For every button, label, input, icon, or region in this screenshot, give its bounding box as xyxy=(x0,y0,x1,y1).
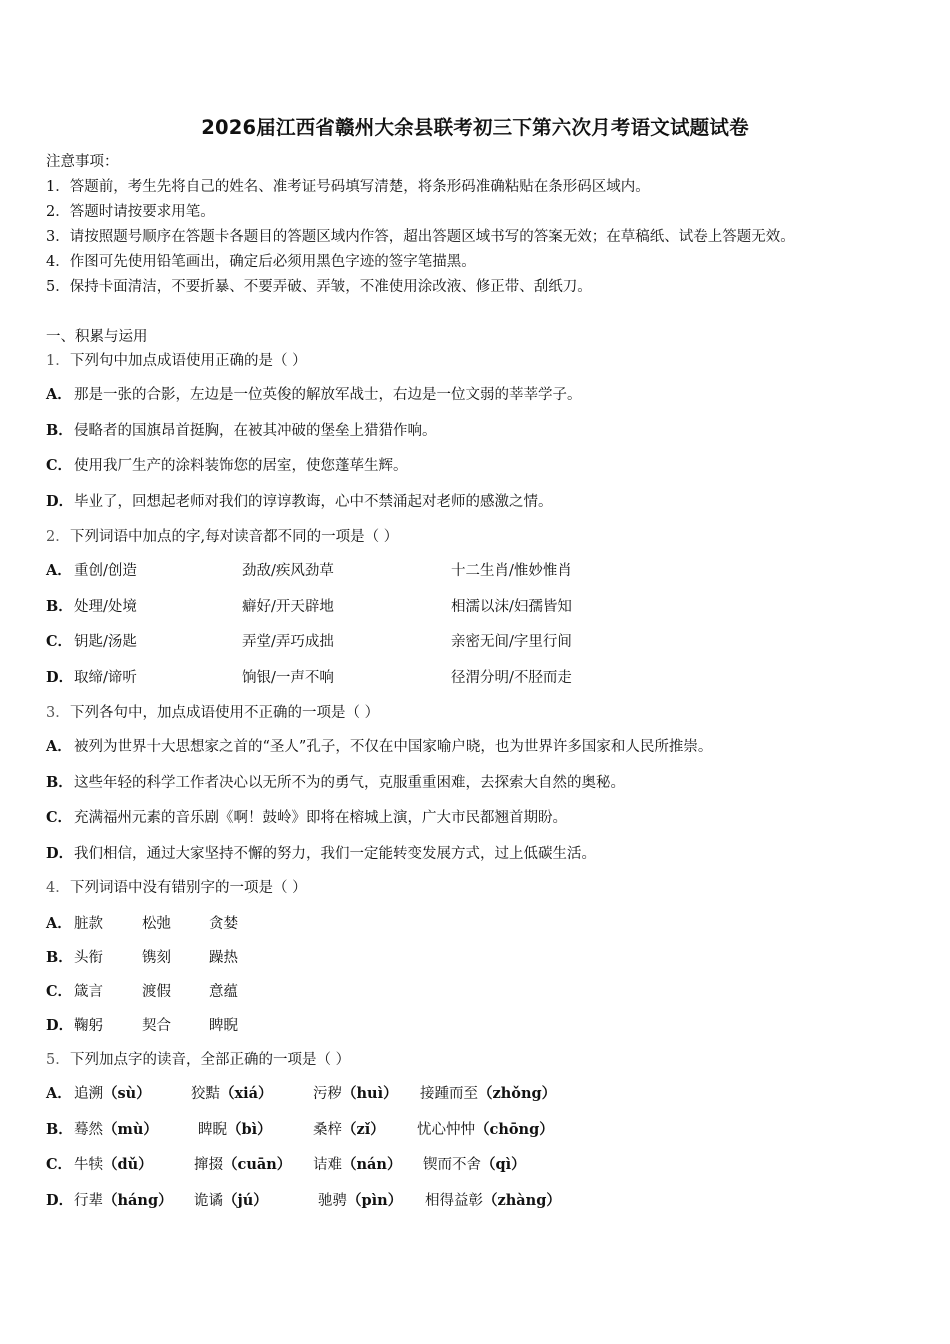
option-letter: B． xyxy=(46,1121,73,1138)
option xyxy=(46,561,137,581)
option-letter: D． xyxy=(46,1017,74,1034)
option-letter: A． xyxy=(46,386,72,403)
notice-item: 3．请按照题号顺序在答题卡各题目的答题区域内作答，超出答题区域书写的答案无效；在草稿纸、试卷上答题无效。 xyxy=(46,229,795,245)
option-col3: 相濡以沫/妇孺皆知 xyxy=(451,599,572,615)
option-letter: A． xyxy=(46,1085,72,1102)
option xyxy=(46,914,103,934)
option xyxy=(46,632,137,652)
option xyxy=(46,948,103,968)
option-pinyin: （huì） xyxy=(342,1085,398,1102)
option-pinyin: （bì） xyxy=(227,1121,272,1138)
option-letter: A． xyxy=(46,562,72,579)
option-word: 锲而不舍 xyxy=(423,1157,481,1173)
option-col1: 取缔/谛听 xyxy=(74,670,137,686)
option-word: 渡假 xyxy=(142,984,171,1000)
option-text: 使用我厂生产的涂料装饰您的居室，使您蓬荜生辉。 xyxy=(74,458,408,474)
option-item xyxy=(313,1084,398,1104)
option-word: 狡黠 xyxy=(191,1086,220,1102)
option-word: 睥睨 xyxy=(209,1018,238,1034)
option-text: 这些年轻的科学工作者决心以无所不为的勇气，克服重重困难，去探索大自然的奥秘。 xyxy=(74,775,625,791)
notice-item: 2．答题时请按要求用笔。 xyxy=(46,204,215,220)
option-col3: 径渭分明/不胫而走 xyxy=(451,670,572,686)
option-word: 鞠躬 xyxy=(74,1018,103,1034)
option-pinyin: （xiá） xyxy=(220,1085,273,1102)
option-item xyxy=(318,1191,402,1211)
option-word: 驰骋 xyxy=(318,1193,347,1209)
option xyxy=(46,844,596,864)
notice-item: 5．保持卡面清洁，不要折暴、不要弄破、弄皱，不准使用涂改液、修正带、刮纸刀。 xyxy=(46,279,592,295)
option-word: 相得益彰 xyxy=(425,1193,483,1209)
question-text: 下列句中加点成语使用正确的是（ ） xyxy=(70,353,307,369)
option xyxy=(46,1155,153,1175)
option-pinyin: （mù） xyxy=(103,1121,158,1138)
option-letter: D． xyxy=(46,493,74,510)
option-word: 撺掇 xyxy=(194,1157,223,1173)
option-text: 侵略者的国旗昂首挺胸，在被其冲破的堡垒上猎猎作响。 xyxy=(74,423,437,439)
option-col3: 亲密无间/字里行间 xyxy=(451,634,572,650)
option-word: 蓦然 xyxy=(74,1122,103,1138)
option-letter: C． xyxy=(46,1156,73,1173)
option-word: 忧心忡忡 xyxy=(417,1122,475,1138)
option-pinyin: （zhàng） xyxy=(483,1192,561,1209)
question-stem xyxy=(46,878,307,898)
option xyxy=(46,1120,158,1140)
option-pinyin: （zǐ） xyxy=(342,1121,385,1138)
option-letter: D． xyxy=(46,845,74,862)
option xyxy=(46,1084,151,1104)
option xyxy=(46,1191,173,1211)
option-pinyin: （pìn） xyxy=(347,1192,403,1209)
option-word: 脏款 xyxy=(74,916,103,932)
option-word: 桑梓 xyxy=(313,1122,342,1138)
option-letter: D． xyxy=(46,669,74,686)
option-item xyxy=(194,1155,291,1175)
option-word: 行辈 xyxy=(74,1193,103,1209)
option-pinyin: （sù） xyxy=(103,1085,151,1102)
notice-item: 1．答题前，考生先将自己的姓名、准考证号码填写清楚，将条形码准确粘贴在条形码区域内。 xyxy=(46,179,650,195)
option-letter: A． xyxy=(46,915,72,932)
option-letter: B． xyxy=(46,598,73,615)
option-pinyin: （qì） xyxy=(481,1156,526,1173)
option-word: 诡谲 xyxy=(194,1193,223,1209)
option-pinyin: （dǔ） xyxy=(103,1156,153,1173)
option-word: 牛犊 xyxy=(74,1157,103,1173)
option-letter: C． xyxy=(46,457,73,474)
option-text: 我们相信，通过大家坚持不懈的努力，我们一定能转变发展方式，过上低碳生活。 xyxy=(74,846,596,862)
option-pinyin: （nán） xyxy=(342,1156,402,1173)
question-number: 5． xyxy=(46,1052,70,1068)
notice-heading: 注意事项： xyxy=(46,154,119,170)
option-col3: 十二生肖/惟妙惟肖 xyxy=(451,563,572,579)
question-text: 下列词语中加点的字,每对读音都不同的一项是（ ） xyxy=(70,529,399,545)
option-pinyin: （chōng） xyxy=(475,1121,554,1138)
question-number: 3． xyxy=(46,705,70,721)
question-text: 下列加点字的读音，全部正确的一项是（ ） xyxy=(70,1052,351,1068)
option-letter: B． xyxy=(46,422,73,439)
notice-item: 4．作图可先使用铅笔画出，确定后必须用黑色字迹的签字笔描黑。 xyxy=(46,254,476,270)
option-col2: 劲敌/疾风劲草 xyxy=(242,563,334,579)
option-word: 契合 xyxy=(142,1018,171,1034)
option xyxy=(46,492,553,512)
option-letter: B． xyxy=(46,949,73,966)
option-col2: 弄堂/弄巧成拙 xyxy=(242,634,334,650)
option-item xyxy=(425,1191,561,1211)
option-word: 睥睨 xyxy=(198,1122,227,1138)
option-word: 污秽 xyxy=(313,1086,342,1102)
option-word: 意蕴 xyxy=(209,984,238,1000)
option-letter: B． xyxy=(46,774,73,791)
option xyxy=(46,421,437,441)
option xyxy=(46,808,567,828)
option-pinyin: （jú） xyxy=(223,1192,268,1209)
question-text: 下列各句中，加点成语使用不正确的一项是（ ） xyxy=(70,705,380,721)
option-item xyxy=(420,1084,556,1104)
option-pinyin: （háng） xyxy=(103,1192,173,1209)
option-item xyxy=(194,1191,268,1211)
option-item xyxy=(313,1120,385,1140)
option xyxy=(46,982,103,1002)
option-pinyin: （zhǒng） xyxy=(478,1085,557,1102)
question-stem xyxy=(46,351,307,371)
option-word: 箴言 xyxy=(74,984,103,1000)
option-text: 被列为世界十大思想家之首的“圣人”孔子，不仅在中国家喻户晓，也为世界许多国家和人民所推崇。 xyxy=(74,739,713,755)
option xyxy=(46,668,137,688)
option-word: 诘难 xyxy=(313,1157,342,1173)
option-word: 接踵而至 xyxy=(420,1086,478,1102)
option-text: 充满福州元素的音乐剧《啊！鼓岭》即将在榕城上演，广大市民都翘首期盼。 xyxy=(74,810,567,826)
option-col1: 处理/处境 xyxy=(74,599,137,615)
question-stem xyxy=(46,527,398,547)
question-stem xyxy=(46,703,379,723)
question-number: 4． xyxy=(46,880,70,896)
question-stem xyxy=(46,1050,350,1070)
option-word: 头衔 xyxy=(74,950,103,966)
option-letter: D． xyxy=(46,1192,74,1209)
option-item xyxy=(417,1120,554,1140)
option-letter: C． xyxy=(46,983,73,1000)
option-col1: 重创/创造 xyxy=(74,563,137,579)
option-letter: A． xyxy=(46,738,72,755)
option-item xyxy=(198,1120,272,1140)
option-pinyin: （cuān） xyxy=(223,1156,292,1173)
option xyxy=(46,1016,103,1036)
option-word: 贪婪 xyxy=(209,916,238,932)
option xyxy=(46,597,137,617)
option-text: 毕业了，回想起老师对我们的谆谆教诲，心中不禁涌起对老师的感激之情。 xyxy=(74,494,553,510)
option-word: 躁热 xyxy=(209,950,238,966)
option-text: 那是一张的合影，左边是一位英俊的解放军战士，右边是一位文弱的莘莘学子。 xyxy=(74,387,582,403)
question-number: 1． xyxy=(46,353,70,369)
option xyxy=(46,385,582,405)
option-word: 追溯 xyxy=(74,1086,103,1102)
option-letter: C． xyxy=(46,809,73,826)
section-heading: 一、积累与运用 xyxy=(46,329,148,345)
option-col2: 癖好/开天辟地 xyxy=(242,599,334,615)
option-item xyxy=(313,1155,401,1175)
page-title: 2026届江西省赣州大余县联考初三下第六次月考语文试题试卷 xyxy=(201,116,749,139)
question-number: 2． xyxy=(46,529,70,545)
option-letter: C． xyxy=(46,633,73,650)
question-text: 下列词语中没有错别字的一项是（ ） xyxy=(70,880,307,896)
option-item xyxy=(191,1084,273,1104)
option-item xyxy=(423,1155,526,1175)
option-word: 松弛 xyxy=(142,916,171,932)
option xyxy=(46,737,712,757)
option xyxy=(46,773,625,793)
option-col2: 饷银/一声不响 xyxy=(242,670,334,686)
option-col1: 钥匙/汤匙 xyxy=(74,634,137,650)
option xyxy=(46,456,408,476)
option-word: 镌刻 xyxy=(142,950,171,966)
